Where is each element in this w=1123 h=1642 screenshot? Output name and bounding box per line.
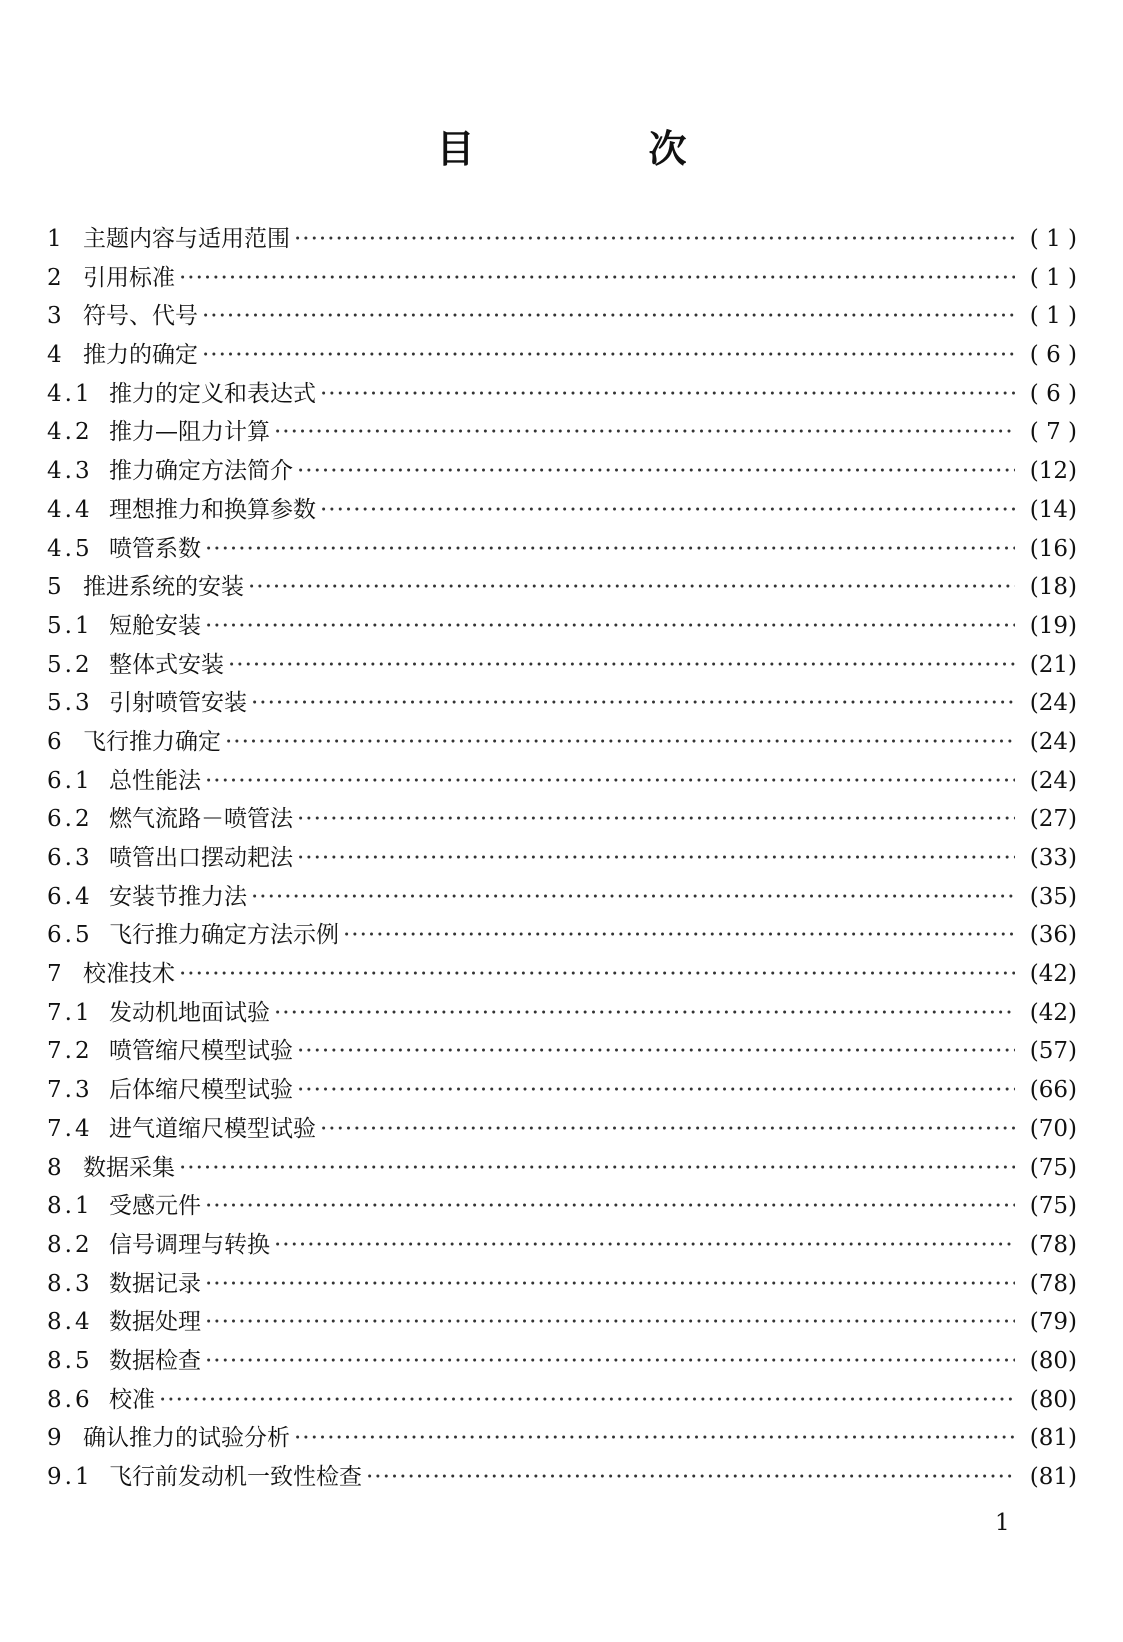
toc-entry-page: (24) <box>1029 690 1077 717</box>
toc-entry-page: (42) <box>1029 999 1077 1026</box>
toc-entry <box>47 452 1077 491</box>
toc-entry-page: (35) <box>1029 883 1077 910</box>
toc-entry-title: 发动机地面试验 <box>109 999 270 1026</box>
toc-entry <box>47 916 1077 955</box>
toc-entry-number: 7.1 <box>47 999 93 1026</box>
toc-entry-number: 3 <box>47 303 65 330</box>
toc-entry-number: 6.5 <box>47 922 93 949</box>
toc-entry-number: 2 <box>47 264 65 291</box>
dot-leader <box>320 1116 1015 1142</box>
toc-entry-page: (75) <box>1029 1154 1077 1181</box>
toc-entry <box>47 607 1077 646</box>
toc-entry <box>47 1110 1077 1149</box>
toc-entry <box>47 1419 1077 1458</box>
dot-leader <box>251 884 1015 910</box>
toc-entry <box>47 530 1077 569</box>
toc-entry-number: 6 <box>47 728 65 755</box>
dot-leader <box>202 342 1015 368</box>
toc-entry-page: ( 1 ) <box>1029 264 1077 291</box>
toc-entry-number: 6.1 <box>47 767 93 794</box>
toc-entry <box>47 839 1077 878</box>
toc-entry-title: 推力确定方法简介 <box>109 458 293 485</box>
dot-leader <box>248 574 1015 600</box>
toc-entry-number: 8.6 <box>47 1386 93 1413</box>
toc-entry-title: 飞行推力确定方法示例 <box>109 922 339 949</box>
toc-entry-title: 信号调理与转换 <box>109 1231 270 1258</box>
toc-entry-title: 喷管出口摆动耙法 <box>109 845 293 871</box>
toc-entry <box>47 259 1077 298</box>
toc-entry <box>47 762 1077 801</box>
toc-entry <box>47 646 1077 685</box>
toc-entry-number: 5 <box>47 574 65 601</box>
toc-entry-page: (18) <box>1029 574 1077 601</box>
toc-entry-number: 6.4 <box>47 883 93 910</box>
toc-entry-number: 6.3 <box>47 845 93 871</box>
dot-leader <box>274 419 1015 445</box>
toc-entry <box>47 1265 1077 1304</box>
toc-entry-title: 整体式安装 <box>109 651 224 678</box>
toc-entry-title: 校准技术 <box>83 961 175 988</box>
toc-entry-page: (70) <box>1029 1115 1077 1142</box>
dot-leader <box>297 1038 1015 1064</box>
toc-entry-title: 符号、代号 <box>83 303 198 330</box>
toc-entry-page: (24) <box>1029 767 1077 794</box>
dot-leader <box>205 536 1015 562</box>
toc-entry-page: (78) <box>1029 1270 1077 1297</box>
toc-entry-page: (57) <box>1029 1038 1077 1065</box>
dot-leader <box>205 1193 1015 1219</box>
toc-entry <box>47 878 1077 917</box>
dot-leader <box>251 690 1015 716</box>
dot-leader <box>297 806 1015 832</box>
toc-entry-number: 9 <box>47 1425 65 1452</box>
toc-entry-title: 受感元件 <box>109 1193 201 1220</box>
toc-entry-title: 数据检查 <box>109 1347 201 1374</box>
toc-entry-page: (81) <box>1029 1425 1077 1452</box>
toc-entry-number: 4.5 <box>47 535 93 562</box>
toc-entry <box>47 491 1077 530</box>
toc-entry-number: 1 <box>47 226 65 252</box>
toc-entry-title: 推力—阻力计算 <box>109 419 270 446</box>
toc-entry <box>47 723 1077 762</box>
toc-entry-number: 8.3 <box>47 1270 93 1297</box>
dot-leader <box>294 1425 1015 1451</box>
toc-entry-number: 8.1 <box>47 1193 93 1220</box>
toc-entry-page: (12) <box>1029 458 1077 485</box>
toc-entry <box>47 1226 1077 1265</box>
dot-leader <box>274 1000 1015 1026</box>
dot-leader <box>320 497 1015 523</box>
dot-leader <box>294 226 1015 252</box>
toc-entry-title: 数据处理 <box>109 1309 201 1336</box>
dot-leader <box>297 458 1015 484</box>
toc-entry-number: 5.3 <box>47 690 93 717</box>
toc-entry-page: (80) <box>1029 1347 1077 1374</box>
toc-entry-title: 飞行前发动机一致性检查 <box>109 1464 362 1490</box>
dot-leader <box>205 1309 1015 1335</box>
toc-entry-number: 4.4 <box>47 496 93 523</box>
dot-leader <box>228 652 1015 678</box>
dot-leader <box>202 303 1015 329</box>
toc-entry-number: 4.1 <box>47 380 93 407</box>
toc-entry <box>47 413 1077 452</box>
toc-entry-title: 数据采集 <box>83 1154 175 1181</box>
toc-entry-page: (16) <box>1029 535 1077 562</box>
toc-entry-page: (24) <box>1029 728 1077 755</box>
dot-leader <box>179 265 1015 291</box>
toc-entry-title: 引射喷管安装 <box>109 690 247 717</box>
toc-entry-page: (36) <box>1029 922 1077 949</box>
toc-entry <box>47 1458 1077 1497</box>
toc-entry-page: ( 1 ) <box>1029 226 1077 252</box>
dot-leader <box>205 1271 1015 1297</box>
toc-entry-number: 4.2 <box>47 419 93 446</box>
dot-leader <box>297 1077 1015 1103</box>
dot-leader <box>320 381 1015 407</box>
toc-entry <box>47 1342 1077 1381</box>
toc-entry-title: 确认推力的试验分析 <box>83 1425 290 1452</box>
toc-entry-number: 4.3 <box>47 458 93 485</box>
toc-entry-title: 喷管系数 <box>109 535 201 562</box>
toc-entry <box>47 684 1077 723</box>
toc-entry-number: 8.4 <box>47 1309 93 1336</box>
toc-entry-page: (79) <box>1029 1309 1077 1336</box>
toc-entry-page: (80) <box>1029 1386 1077 1413</box>
toc-entry-page: (66) <box>1029 1077 1077 1104</box>
toc-entry <box>47 1381 1077 1420</box>
toc-entry-page: ( 6 ) <box>1029 380 1077 407</box>
toc-entry-page: (42) <box>1029 961 1077 988</box>
toc-entry-title: 安装节推力法 <box>109 883 247 910</box>
toc-entry-page: (75) <box>1029 1193 1077 1220</box>
toc-entry-title: 理想推力和换算参数 <box>109 496 316 523</box>
toc-entry-page: (19) <box>1029 612 1077 639</box>
toc-entry-title: 校准 <box>109 1386 155 1413</box>
toc-entry-number: 4 <box>47 342 65 369</box>
toc-entry-number: 5.1 <box>47 612 93 639</box>
toc-entry-number: 8.5 <box>47 1347 93 1374</box>
toc-entry-page: (14) <box>1029 496 1077 523</box>
toc-entry <box>47 1149 1077 1188</box>
toc-entry-page: (21) <box>1029 651 1077 678</box>
dot-leader <box>205 1348 1015 1374</box>
page-number: 1 <box>995 1510 1010 1536</box>
dot-leader <box>366 1464 1015 1490</box>
toc-entry <box>47 375 1077 414</box>
toc-entry-title: 数据记录 <box>109 1270 201 1297</box>
toc-entry <box>47 994 1077 1033</box>
toc-entry-title: 总性能法 <box>109 767 201 794</box>
dot-leader <box>225 729 1015 755</box>
toc-entry <box>47 1303 1077 1342</box>
toc-entry-page: ( 6 ) <box>1029 342 1077 369</box>
page-title: 目 次 <box>436 127 755 171</box>
toc-entry-page: (81) <box>1029 1464 1077 1490</box>
table-of-contents <box>47 220 1077 1497</box>
toc-entry-page: (27) <box>1029 806 1077 833</box>
dot-leader <box>297 845 1015 871</box>
toc-entry <box>47 955 1077 994</box>
toc-entry <box>47 336 1077 375</box>
dot-leader <box>205 613 1015 639</box>
toc-entry <box>47 1071 1077 1110</box>
toc-entry-title: 进气道缩尺模型试验 <box>109 1115 316 1142</box>
dot-leader <box>274 1232 1015 1258</box>
toc-entry <box>47 220 1077 259</box>
toc-entry <box>47 1032 1077 1071</box>
dot-leader <box>179 961 1015 987</box>
toc-entry-page: ( 1 ) <box>1029 303 1077 330</box>
dot-leader <box>205 768 1015 794</box>
toc-entry <box>47 568 1077 607</box>
toc-entry-title: 燃气流路－喷管法 <box>109 806 293 833</box>
toc-entry-title: 主题内容与适用范围 <box>83 226 290 252</box>
toc-entry-number: 9.1 <box>47 1464 93 1490</box>
toc-entry-title: 喷管缩尺模型试验 <box>109 1038 293 1065</box>
dot-leader <box>343 922 1015 948</box>
toc-entry-title: 推力的定义和表达式 <box>109 380 316 407</box>
toc-entry-page: ( 7 ) <box>1029 419 1077 446</box>
toc-entry-title: 推进系统的安装 <box>83 574 244 601</box>
toc-entry-title: 飞行推力确定 <box>83 728 221 755</box>
dot-leader <box>179 1155 1015 1181</box>
toc-entry-title: 引用标准 <box>83 264 175 291</box>
toc-entry <box>47 1187 1077 1226</box>
toc-entry-number: 7.3 <box>47 1077 93 1104</box>
toc-entry-page: (33) <box>1029 845 1077 871</box>
dot-leader <box>159 1387 1015 1413</box>
toc-entry-title: 短舱安装 <box>109 612 201 639</box>
toc-entry-page: (78) <box>1029 1231 1077 1258</box>
toc-entry-number: 7 <box>47 961 65 988</box>
toc-entry <box>47 800 1077 839</box>
toc-entry-number: 8 <box>47 1154 65 1181</box>
toc-entry <box>47 297 1077 336</box>
toc-entry-number: 7.4 <box>47 1115 93 1142</box>
toc-entry-title: 后体缩尺模型试验 <box>109 1077 293 1104</box>
toc-entry-number: 7.2 <box>47 1038 93 1065</box>
toc-entry-number: 6.2 <box>47 806 93 833</box>
toc-entry-title: 推力的确定 <box>83 342 198 369</box>
toc-entry-number: 5.2 <box>47 651 93 678</box>
toc-entry-number: 8.2 <box>47 1231 93 1258</box>
